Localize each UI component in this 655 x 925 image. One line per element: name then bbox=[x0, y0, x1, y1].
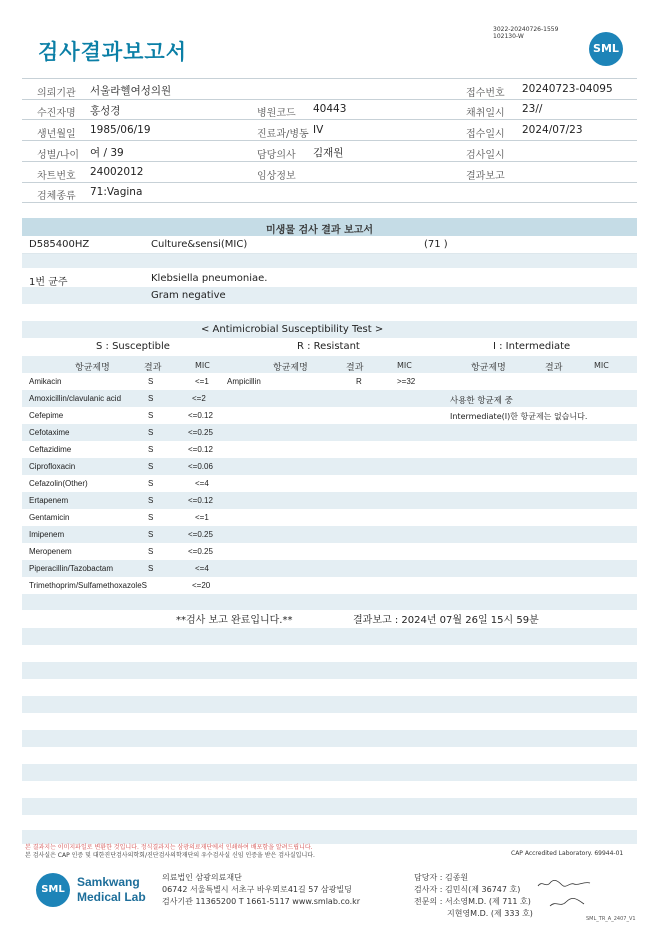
micro-header: 미생물 검사 결과 보고서 bbox=[266, 225, 374, 236]
drug-name: Cefotaxime bbox=[29, 428, 70, 437]
doctor-label: 담당의사 bbox=[257, 150, 296, 161]
dept-label: 진료과/병동 bbox=[257, 129, 309, 140]
name-label: 수진자명 bbox=[37, 108, 76, 119]
col-drug-3: 항균제명 bbox=[471, 363, 506, 373]
collect-date-label: 채취일시 bbox=[466, 108, 505, 119]
drug-name: Trimethoprim/SulfamethoxazoleS bbox=[29, 581, 147, 590]
drug-result: S bbox=[148, 479, 154, 488]
receipt-date-label: 접수일시 bbox=[466, 129, 505, 140]
staff-specialist-2: 지현영M.D. (제 333 호) bbox=[447, 909, 533, 918]
strain-label: 1번 균주 bbox=[29, 277, 68, 288]
org-address: 06742 서울특별시 서초구 바우뫼로41길 57 삼광빌딩 bbox=[162, 885, 352, 894]
legend-intermediate: I : Intermediate bbox=[493, 341, 571, 352]
drug-result: S bbox=[148, 394, 154, 403]
name-value: 홍성경 bbox=[90, 105, 121, 117]
clinical-label: 임상정보 bbox=[257, 171, 296, 182]
drug-result-resistant: R bbox=[356, 377, 362, 386]
sml-footer-logo bbox=[36, 873, 70, 907]
drug-mic: <=0.12 bbox=[188, 445, 213, 454]
receipt-no-label: 접수번호 bbox=[466, 88, 505, 99]
birth-label: 생년월일 bbox=[37, 129, 76, 140]
micro-code: D585400HZ bbox=[29, 239, 90, 250]
drug-mic: <=20 bbox=[192, 581, 211, 590]
footnote-cap-notice: 본 검사실은 CAP 인증 및 대한진단검사의학회/진단검사의학재단의 우수검사실 신임 인증을 받은 검사실입니다. bbox=[25, 852, 315, 859]
doctor-value: 김재원 bbox=[313, 147, 344, 159]
hosp-code-label: 병원코드 bbox=[257, 108, 296, 119]
gram-stain: Gram negative bbox=[151, 290, 226, 301]
drug-result: S bbox=[148, 530, 154, 539]
drug-result: S bbox=[148, 377, 154, 386]
drug-name: Meropenem bbox=[29, 547, 72, 556]
micro-test: Culture&sensi(MIC) bbox=[151, 239, 248, 250]
form-code: SML_TR_A_2407_V1 bbox=[586, 916, 636, 922]
legend-resistant: R : Resistant bbox=[297, 341, 360, 352]
organism: Klebsiella pneumoniae. bbox=[151, 273, 268, 284]
signature-specialist bbox=[548, 896, 588, 910]
dept-value: IV bbox=[313, 124, 324, 136]
receipt-date-value: 2024/07/23 bbox=[522, 124, 583, 136]
drug-mic-resistant: >=32 bbox=[397, 377, 416, 386]
sml-footer-logo-text: SML bbox=[41, 884, 65, 895]
sml-logo bbox=[589, 32, 623, 66]
document-title: 검사결과보고서 bbox=[38, 40, 188, 64]
sex-age-label: 성별/나이 bbox=[37, 150, 80, 161]
clinic-label: 의뢰기관 bbox=[37, 88, 76, 99]
collect-date-value: 23// bbox=[522, 103, 543, 115]
drug-mic: <=1 bbox=[195, 377, 209, 386]
report-code-2: 102130-W bbox=[493, 33, 524, 40]
drug-mic: <=0.25 bbox=[188, 530, 213, 539]
sex-age-value: 여 / 39 bbox=[90, 147, 124, 159]
org-contact: 검사기관 11365200 T 1661-5117 www.smlab.co.kr bbox=[162, 897, 361, 906]
cap-accreditation: CAP Accredited Laboratory. 69944-01 bbox=[511, 850, 624, 857]
drug-mic: <=2 bbox=[192, 394, 206, 403]
drug-mic: <=4 bbox=[195, 479, 209, 488]
drug-result: S bbox=[148, 496, 154, 505]
drug-mic: <=1 bbox=[195, 513, 209, 522]
drug-result: S bbox=[148, 513, 154, 522]
staff-tester: 검사자 : 김민식(제 36747 호) bbox=[414, 885, 521, 894]
drug-name: Cefepime bbox=[29, 411, 64, 420]
col-mic-2: MIC bbox=[397, 361, 412, 370]
chart-label: 차트번호 bbox=[37, 171, 76, 182]
staff-specialist-1: 전문의 : 서소영M.D. (제 711 호) bbox=[414, 897, 531, 906]
brand-line-1: Samkwang bbox=[77, 875, 140, 889]
completion-text: **검사 보고 완료입니다.** bbox=[176, 615, 293, 626]
drug-name: Ceftazidime bbox=[29, 445, 72, 454]
drug-mic: <=0.25 bbox=[188, 547, 213, 556]
drug-name: Piperacillin/Tazobactam bbox=[29, 564, 114, 573]
signature-tester bbox=[536, 878, 592, 890]
drug-name: Ertapenem bbox=[29, 496, 69, 505]
drug-name: Amoxicillin/clavulanic acid bbox=[29, 394, 122, 403]
sml-logo-text: SML bbox=[593, 42, 619, 55]
drug-result: S bbox=[148, 547, 154, 556]
receipt-no-value: 20240723-04095 bbox=[522, 83, 613, 95]
drug-name: Imipenem bbox=[29, 530, 65, 539]
micro-num: (71 ) bbox=[424, 239, 448, 250]
report-time: 결과보고 : 2024년 07월 26일 15시 59분 bbox=[353, 615, 539, 626]
staff-manager: 담당자 : 김종원 bbox=[414, 873, 469, 882]
ast-title: < Antimicrobial Susceptibility Test > bbox=[201, 324, 384, 335]
report-code-1: 3022-20240726-1559 bbox=[493, 26, 559, 33]
intermediate-note-2: Intermediate(I)한 항균제는 없습니다. bbox=[450, 412, 588, 421]
drug-mic: <=0.25 bbox=[188, 428, 213, 437]
drug-mic: <=4 bbox=[195, 564, 209, 573]
col-drug-2: 항균제명 bbox=[273, 363, 308, 373]
specimen-label: 검체종류 bbox=[37, 191, 76, 202]
test-date-label: 검사일시 bbox=[466, 150, 505, 161]
brand-line-2: Medical Lab bbox=[77, 890, 146, 904]
drug-mic: <=0.06 bbox=[188, 462, 213, 471]
footnote-image-notice: 본 결과지는 이미지파일로 변환한 것입니다. 정식결과지는 삼광의료재단에서 인쇄하여 배포함을 알려드립니다. bbox=[25, 844, 313, 851]
chart-value: 24002012 bbox=[90, 166, 144, 178]
col-mic-3: MIC bbox=[594, 361, 609, 370]
hosp-code-value: 40443 bbox=[313, 103, 347, 115]
drug-result: S bbox=[148, 462, 154, 471]
clinic-value: 서울라헬여성의원 bbox=[90, 85, 172, 97]
drug-name: Gentamicin bbox=[29, 513, 70, 522]
drug-name: Cefazolin(Other) bbox=[29, 479, 88, 488]
drug-mic: <=0.12 bbox=[188, 496, 213, 505]
drug-name-resistant: Ampicillin bbox=[227, 377, 261, 386]
legend-susceptible: S : Susceptible bbox=[96, 341, 170, 352]
drug-result: S bbox=[148, 564, 154, 573]
col-drug-1: 항균제명 bbox=[75, 363, 110, 373]
col-result-3: 결과 bbox=[545, 363, 563, 373]
drug-result: S bbox=[148, 445, 154, 454]
org-name: 의료법인 삼광의료재단 bbox=[162, 873, 242, 882]
drug-result: S bbox=[148, 411, 154, 420]
drug-name: Amikacin bbox=[29, 377, 62, 386]
col-result-1: 결과 bbox=[144, 363, 162, 373]
birth-value: 1985/06/19 bbox=[90, 124, 151, 136]
drug-name: Ciprofloxacin bbox=[29, 462, 76, 471]
drug-result: S bbox=[148, 428, 154, 437]
report-label: 결과보고 bbox=[466, 171, 505, 182]
specimen-value: 71:Vagina bbox=[90, 186, 143, 198]
intermediate-note-1: 사용한 항균제 중 bbox=[450, 396, 513, 406]
drug-mic: <=0.12 bbox=[188, 411, 213, 420]
col-result-2: 결과 bbox=[346, 363, 364, 373]
col-mic-1: MIC bbox=[195, 361, 210, 370]
